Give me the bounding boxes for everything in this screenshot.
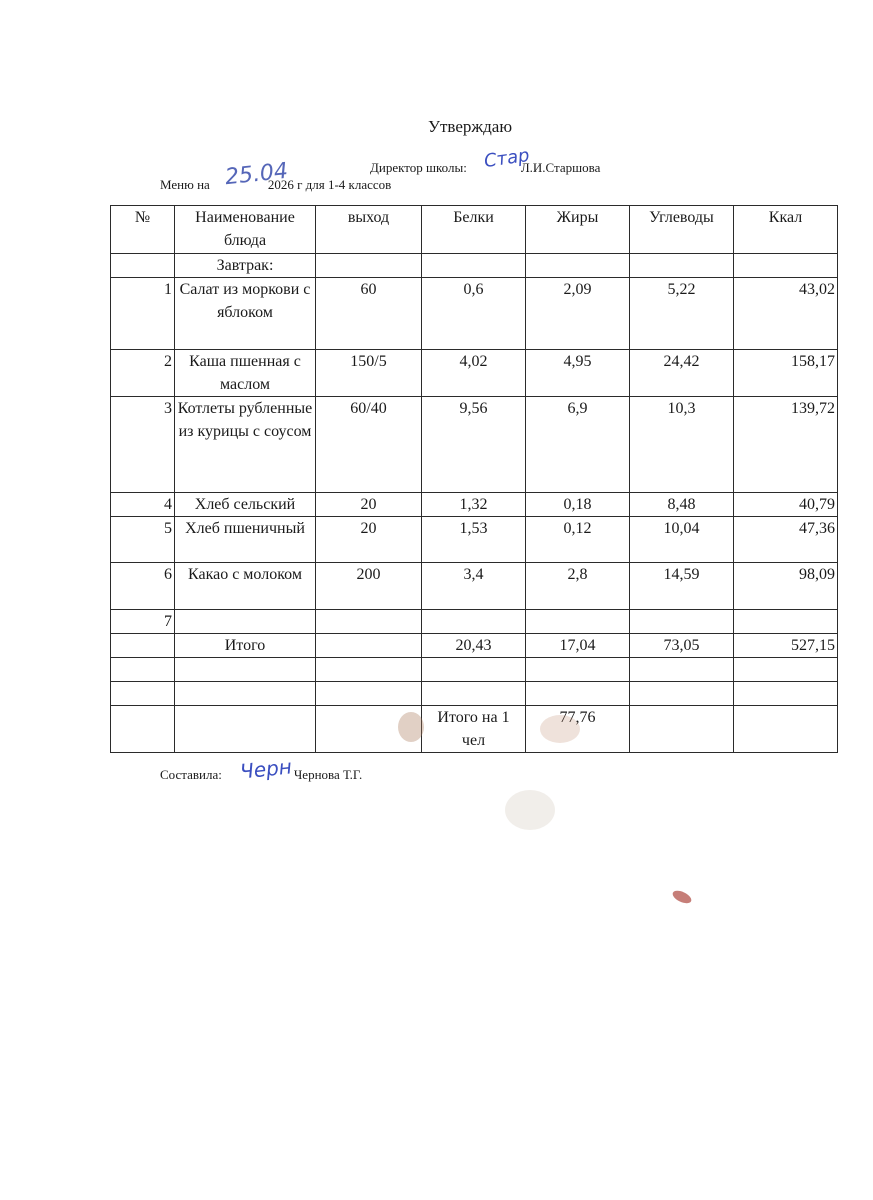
col-header-protein: Белки (422, 206, 526, 254)
table-row: 3 Котлеты рубленные из курицы с соусом 60/40 9,56 6,9 10,3 139,72 (111, 397, 838, 493)
stain-mark (540, 715, 580, 743)
col-header-fat: Жиры (526, 206, 630, 254)
per-person-label: Итого на 1 чел (422, 706, 526, 753)
empty-row (111, 658, 838, 682)
menu-prefix: Меню на (160, 177, 210, 192)
stain-mark (505, 790, 555, 830)
total-fat: 17,04 (526, 634, 630, 658)
total-label: Итого (175, 634, 316, 658)
per-person-row (111, 706, 838, 753)
approve-heading: Утверждаю (427, 117, 513, 136)
col-header-kcal: Ккал (734, 206, 838, 254)
stain-mark (398, 712, 424, 742)
total-protein: 20,43 (422, 634, 526, 658)
section-label: Завтрак: (175, 254, 316, 278)
table-row: 4 Хлеб сельский 20 1,32 0,18 8,48 40,79 (111, 493, 838, 517)
stain-mark (671, 888, 693, 906)
table-row: 2 Каша пшенная с маслом 150/5 4,02 4,95 24,42 158,17 (111, 350, 838, 397)
total-row (111, 634, 838, 658)
col-header-output: выход (316, 206, 422, 254)
director-signature: Стар (482, 144, 531, 173)
compiler-signature: Черн (238, 754, 293, 784)
col-header-name: Наименование блюда (175, 206, 316, 254)
table-row: 6 Какао с молоком 200 3,4 2,8 14,59 98,09 (111, 563, 838, 610)
total-kcal: 527,15 (734, 634, 838, 658)
per-person-value: 77,76 (526, 706, 630, 753)
table-row: 7 (111, 610, 838, 634)
director-label: Директор школы: (370, 160, 467, 175)
col-header-num: № (111, 206, 175, 254)
table-row: 5 Хлеб пшеничный 20 1,53 0,12 10,04 47,36 (111, 517, 838, 563)
menu-suffix: 2026 г для 1-4 классов (267, 177, 392, 192)
empty-row (111, 682, 838, 706)
table-row: 1 Салат из моркови с яблоком 60 0,6 2,09 5,22 43,02 (111, 278, 838, 350)
compiled-name: Чернова Т.Г. (293, 767, 363, 782)
director-name: Л.И.Старшова (520, 160, 601, 175)
section-row (111, 254, 838, 278)
total-carbs: 73,05 (630, 634, 734, 658)
menu-date-handwritten: 25.04 (223, 158, 290, 191)
menu-table (110, 205, 838, 753)
compiled-label: Составила: (160, 767, 222, 782)
table-header-row (111, 206, 838, 254)
col-header-carbs: Углеводы (630, 206, 734, 254)
